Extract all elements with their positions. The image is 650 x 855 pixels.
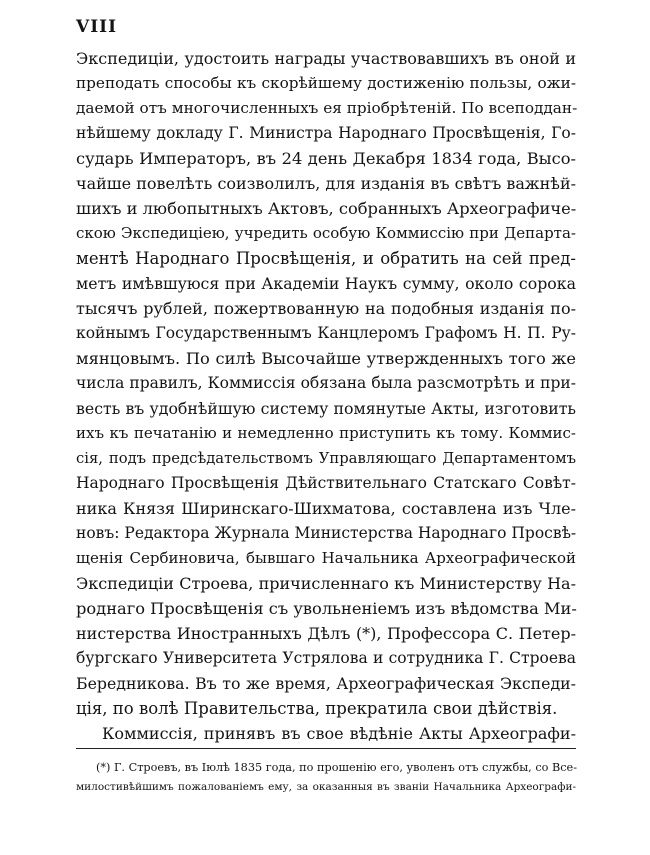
page-number: VIII <box>76 17 118 37</box>
text-line: скою Экспедиціею, учредить особую Коммиссію при Департа- <box>76 224 576 242</box>
text-line: шихъ и любопытныхъ Актовъ, собранныхъ Археографиче- <box>76 199 577 218</box>
text-line: преподать способы къ скорѣйшему достиженію пользы, ожи- <box>76 74 576 92</box>
text-line: Бередникова. Въ то же время, Археографическая Экспеди- <box>76 674 576 693</box>
text-line: ція, по волѣ Правительства, прекратила свои дѣйствія. <box>76 699 558 718</box>
text-line: мянцовымъ. По силѣ Высочайше утвержденныхъ того же <box>76 349 576 368</box>
text-line: койнымъ Государственнымъ Канцлеромъ Графомъ Н. П. Ру- <box>76 324 576 342</box>
text-line: бургскаго Университета Устрялова и сотрудника Г. Строева <box>76 649 576 667</box>
footnote-line: (*) Г. Строевъ, въ Іюлѣ 1835 года, по прошенію его, уволенъ отъ службы, со Все- <box>96 761 578 774</box>
text-line: весть въ удобнѣйшую систему помянутые Акты, изготовить <box>76 399 576 418</box>
text-line: новъ: Редактора Журнала Министерства Народнаго Просвѣ- <box>76 524 577 542</box>
text-line: Экспедиціи Строева, причисленнаго къ Министерству На- <box>76 574 576 593</box>
text-line: чайше повелѣть соизволилъ, для изданія въ свѣтъ важнѣй- <box>76 174 577 193</box>
text-line: метъ имѣвшуюся при Академіи Наукъ сумму, около сорока <box>76 274 576 293</box>
text-line: сія, подъ предсѣдательствомъ Управляющаго Департаментомъ <box>76 450 576 467</box>
text-line: ника Князя Ширинскаго-Шихматова, составлена изъ Чле- <box>76 499 576 518</box>
footnote-divider <box>76 748 576 749</box>
text-line: роднаго Просвѣщенія съ увольненіемъ изъ вѣдомства Ми- <box>76 599 577 618</box>
text-line: нѣйшему докладу Г. Министра Народнаго Просвѣщенія, Го- <box>76 124 576 142</box>
text-line: Экспедиціи, удостоить награды участвовавшихъ въ оной и <box>76 49 576 68</box>
text-line: числа правилъ, Коммиссія обязана была разсмотрѣть и при- <box>76 374 576 392</box>
text-line: тысячъ рублей, пожертвованную на подобныя изданія по- <box>76 299 576 318</box>
text-line: ихъ къ печатанію и немедленно приступить къ тому. Коммис- <box>76 424 576 442</box>
text-line: Народнаго Просвѣщенія Дѣйствительнаго Статскаго Совѣт- <box>76 474 576 492</box>
text-line: сударь Императоръ, въ 24 день Декабря 1834 года, Высо- <box>76 149 576 168</box>
footnote-line: милостивѣйшимъ пожалованіемъ ему, за оказанныя въ званіи Начальника Археографи- <box>76 781 576 793</box>
text-line: ментѣ Народнаго Просвѣщенія, и обратить на сей пред- <box>76 249 576 268</box>
text-line: даемой отъ многочисленныхъ ея пріобрѣтеній. По всеподдан- <box>76 99 578 117</box>
text-line: щенія Сербиновича, бывшаго Начальника Археографической <box>76 549 576 567</box>
text-line: нистерства Иностранныхъ Дѣлъ (*), Профессора С. Петер- <box>76 624 576 643</box>
text-line: Коммиссія, принявъ въ свое вѣдѣніе Акты Археографи- <box>102 724 576 743</box>
